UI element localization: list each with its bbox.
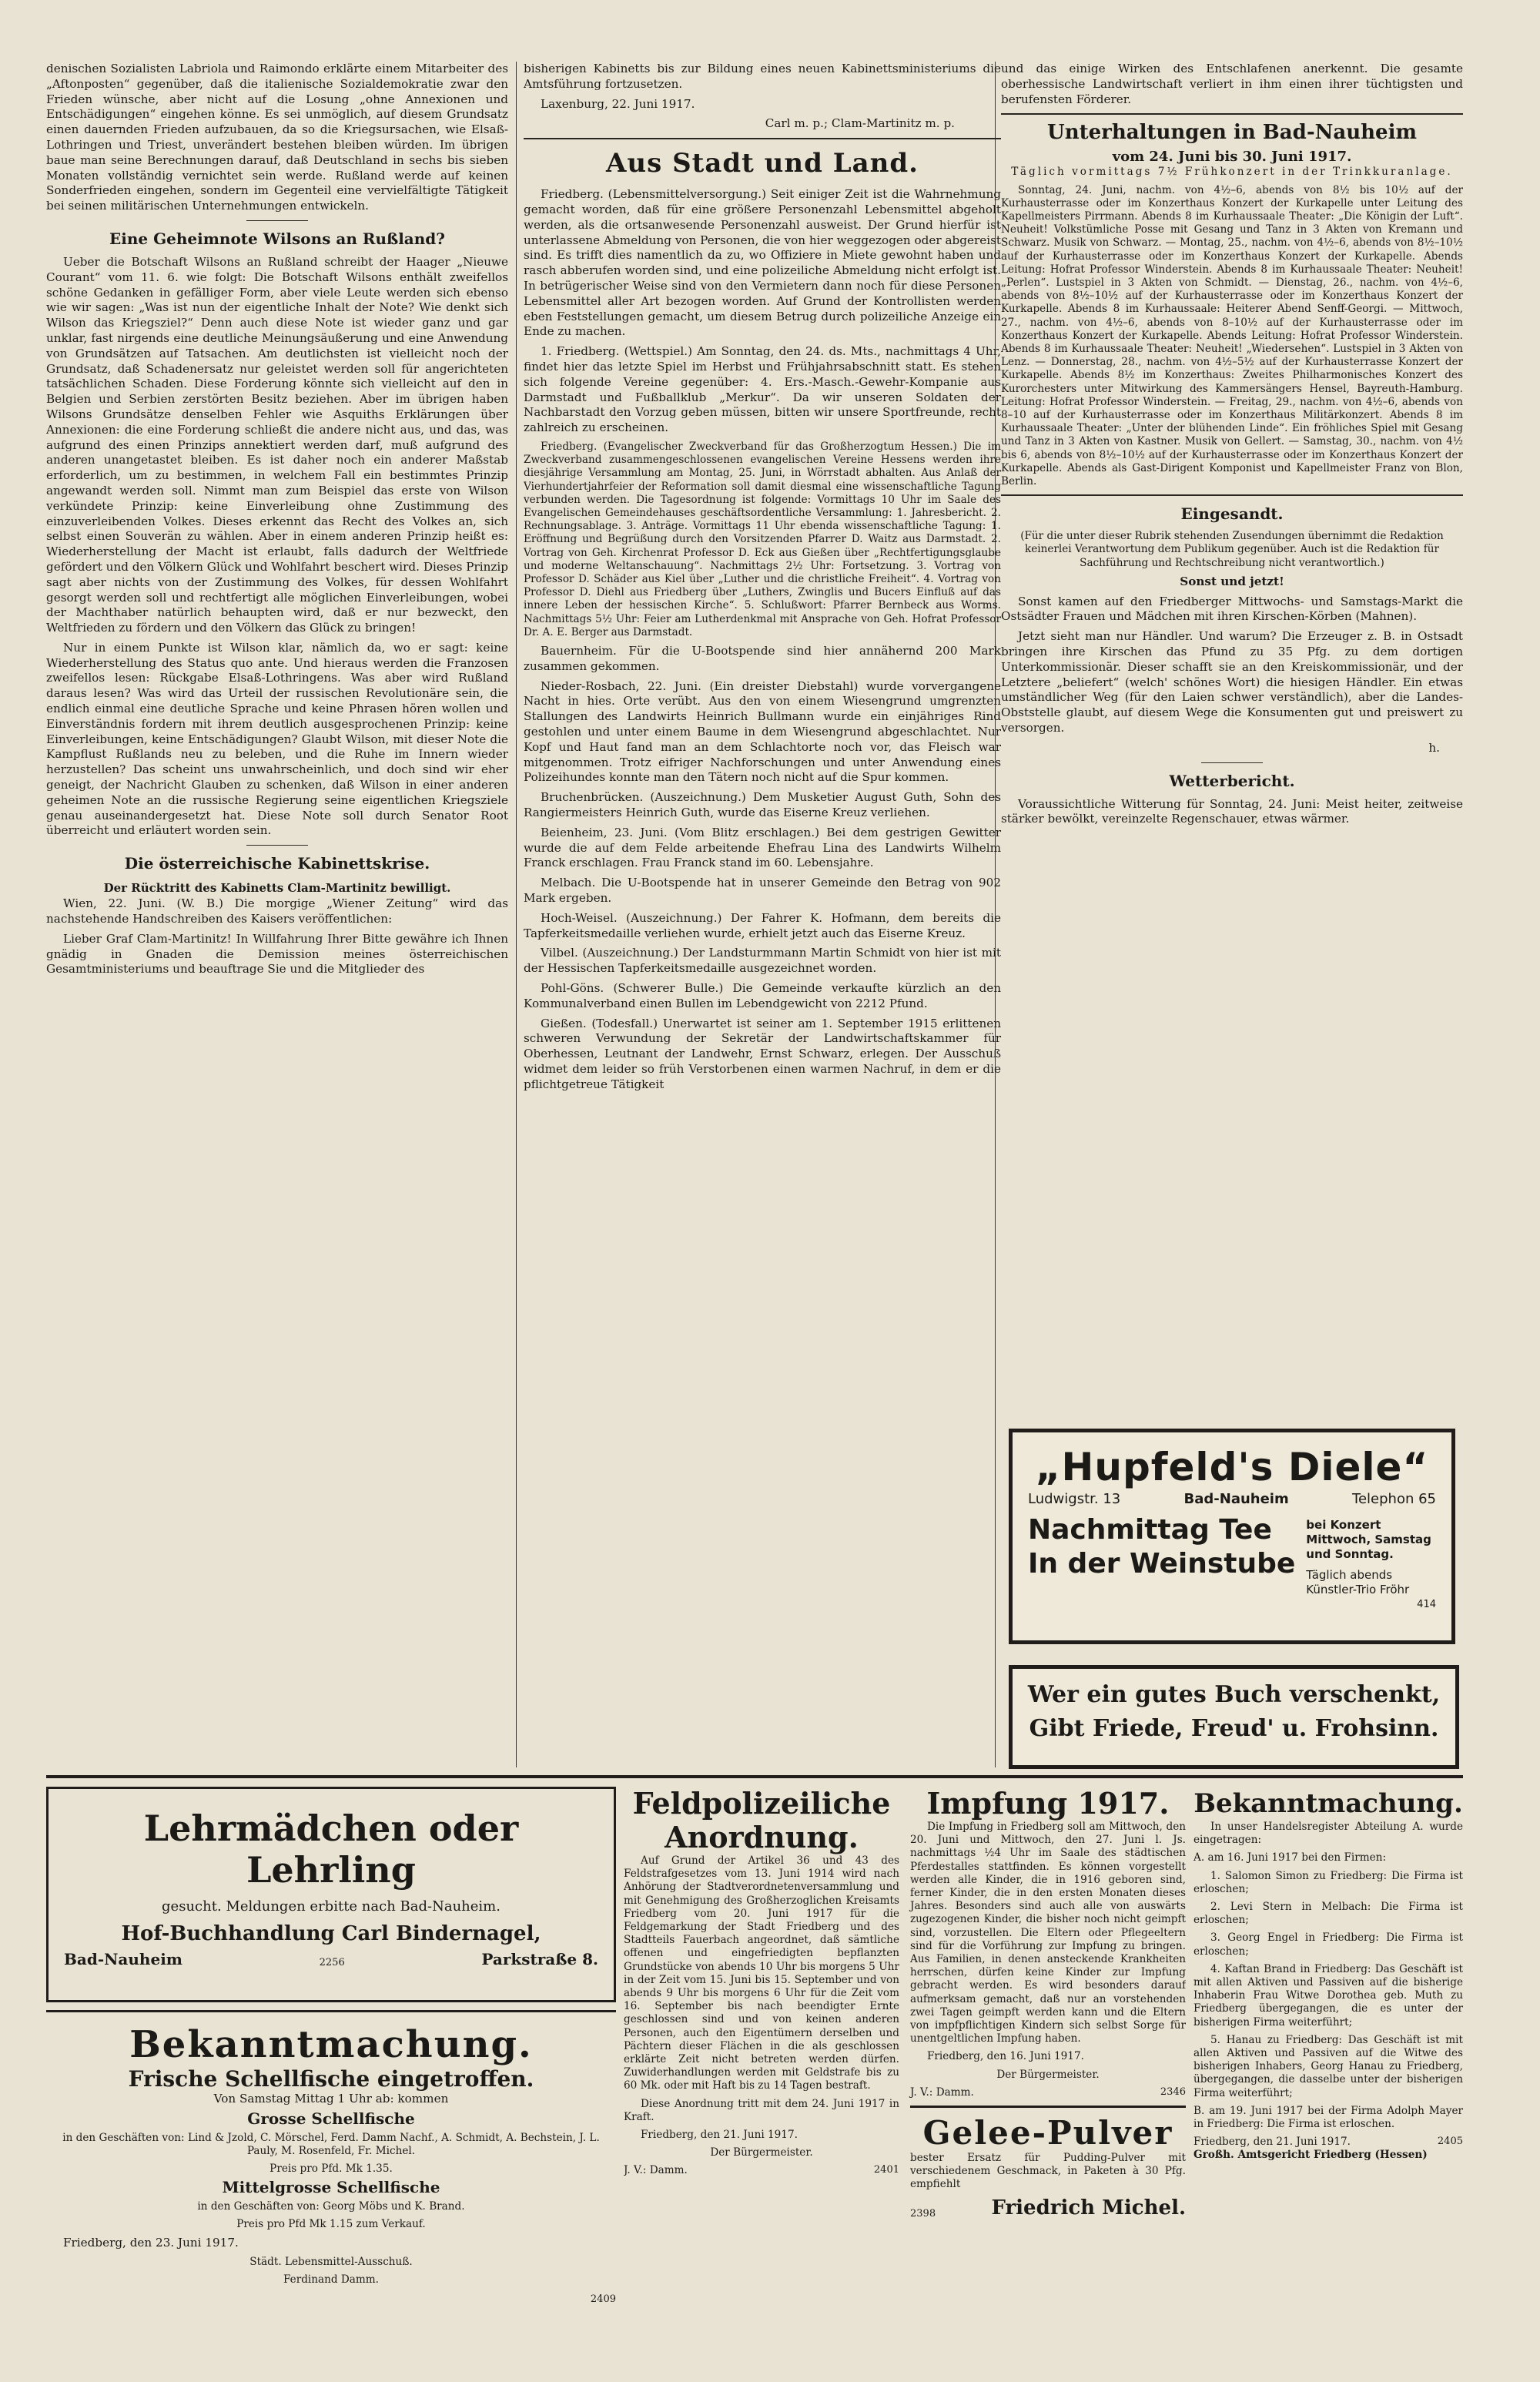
dateline: Laxenburg, 22. Juni 1917. bbox=[541, 96, 695, 111]
ad-number: 414 bbox=[1417, 1599, 1436, 1610]
ad-price: Preis pro Pfd Mk 1.15 zum Verkauf. bbox=[236, 2218, 426, 2231]
divider bbox=[910, 2106, 1186, 2108]
news-item: Gießen. (Todesfall.) Unerwartet ist seiner am 1. September 1915 erlittenen schweren Verwundung der Sekretär der Landwirtschaftskammer für Oberhessen, Leutnant der Landwehr, Ernst Schwarz, erlegen. Der Ausschuß widmet dem leider so früh Verstorbenen einen warmen Nachruf, in dem er die pflichtgetreue Tätigkeit bbox=[524, 1016, 1001, 1091]
ad-gelee-footer bbox=[910, 2196, 1186, 2220]
ad-phone: Telephon 65 bbox=[1352, 1491, 1436, 1507]
ad-name: J. V.: Damm. bbox=[624, 2164, 688, 2177]
ad-main bbox=[1028, 1513, 1295, 1612]
subheadline-sonst-jetzt: Sonst und jetzt! bbox=[1180, 574, 1284, 588]
ad-office: Der Bürgermeister. bbox=[710, 2146, 813, 2159]
divider bbox=[246, 220, 308, 221]
ad-title: Bekanntmachung. bbox=[129, 2023, 533, 2066]
weather-text: Voraussichtliche Witterung für Sonntag, 24. Juni: Meist heiter, zeitweise stärker bewölkt, vereinzelte Regenschauer, etwas wärmer. bbox=[1001, 796, 1463, 826]
register-entry: 2. Levi Stern in Melbach: Die Firma ist erloschen; bbox=[1194, 1901, 1463, 1927]
news-item: Melbach. Die U-Bootspende hat in unserer Gemeinde den Betrag von 902 Mark ergeben. bbox=[524, 876, 1001, 905]
ad-bekanntmachung-schellfische bbox=[46, 2023, 616, 2307]
ad-title: Bekanntmachung. bbox=[1194, 1788, 1463, 1819]
article-text: Lieber Graf Clam-Martinitz! In Willfahrung Ihrer Bitte gewähre ich Ihnen gnädig in Gnaden die Demission meines österreichischen Gesamtministeriums und beauftrage Sie und die Mitglieder des bbox=[46, 931, 508, 977]
ad-number: 2256 bbox=[319, 1957, 345, 1968]
ad-office: Städt. Lebensmittel-Ausschuß. bbox=[249, 2256, 413, 2269]
article-text: Jetzt sieht man nur Händler. Und warum? Die Erzeuger z. B. in Ostsadt bringen ihre Kirschen das Pfund zu 35 Pfg. zu dem dortigen Unterkommissionär. Dieser schafft sie an den Kreiskommissionär, und der Letztere „beliefert“ (welch' schönes Wort) die hiesigen Händler. Ein etwas umständlicher Weg (für den Laien schwer verständlich), aber die Landes-Obststelle glaubt, auf diesem Wege die Konsumenten gut und preiswert zu versorgen. bbox=[1001, 629, 1463, 735]
ad-subtitle: gesucht. Meldungen erbitte nach Bad-Nauheim. bbox=[162, 1898, 500, 1915]
ad-number: 2405 bbox=[1437, 2136, 1463, 2148]
article-text: Wien, 22. Juni. (W. B.) Die morgige „Wiener Zeitung“ wird das nachstehende Handschreiben des Kaisers veröffentlichen: bbox=[46, 896, 508, 926]
ad-footer bbox=[624, 2164, 899, 2177]
divider bbox=[1201, 762, 1263, 763]
news-item: Friedberg. (Evangelischer Zweckverband für das Großherzogtum Hessen.) Die im Zweckverband zusammengeschlossenen evangelischen Vereine Hessens werden ihre diesjährige Versammlung am Montag, 25. Juni, in Wörrstadt abhalten. Aus Anlaß der Vierhundertjahrfeier der Reformation soll damit diesmal eine wissenschaftliche Tagung verbunden werden. Die Tagesordnung ist folgende: Vormittags 10 Uhr im Saale des Evangelischen Gemeindehauses geschäftsordentliche Versammlung: 1. Jahresbericht. 2. Rechnungsablage. 3. Anträge. Vormittags 11 Uhr ebenda wissenschaftliche Tagung: 1. Eröffnung und Begrüßung durch den Vorsitzenden Pfarrer D. Waitz aus Darmstadt. 2. Vortrag von Geh. Kirchenrat Professor D. Eck aus Gießen über „Rechtfertigungsglaube und moderne Weltanschauung“. Nachmittags 2½ Uhr: Fortsetzung. 3. Vortrag von Professor D. Schäder aus Kiel über „Luther und die christliche Freiheit“. 4. Vortrag von Professor D. Diehl aus Friedberg über „Luthers, Zwinglis und Bucers Einfluß auf das innere Leben der hessischen Kirche“. 5. Schlußwort: Pfarrer Bernbeck aus Worms. Nachmittags 5½ Uhr: Feier am Lutherdenkmal mit Ansprache von Geh. Hofrat Professor Dr. A. E. Berger aus Darmstadt. bbox=[524, 440, 1001, 638]
ad-feldpolizei bbox=[624, 1787, 899, 2220]
ad-impfung-column bbox=[910, 1787, 1186, 2220]
ad-text: Auf Grund der Artikel 36 und 43 des Feldstrafgesetzes vom 13. Juni 1914 wird nach Anhörung der Stadtverordnetenversammlung und mit Genehmigung des Großherzoglichen Kreisamts Friedberg vom 20. Juni 1917 für die Feldgemarkung der Stadt Friedberg und des Stadtteils Fauerbach angeordnet, daß sämtliche offenen und eingefriedigten bepflanzten Grundstücke von abends 10 Uhr bis morgens 5 Uhr in der Zeit vom 15. Juni bis 15. September und von abends 9 Uhr bis morgens 6 Uhr für die Zeit vom 16. September bis nach beendigter Ernte geschlossen sind und von keinen anderen Personen, auch den Eigentümern derselben und Pächtern dieser Flächen in die als geschlossen erklärte Zeit nicht betreten werden dürfen. Zuwiderhandlungen werden mit Geldstrafe bis zu 60 Mk. oder mit Haft bis zu 14 Tagen bestraft. bbox=[624, 1854, 899, 2092]
ad-number: 2401 bbox=[873, 2164, 899, 2176]
register-entry: 4. Kaftan Brand in Friedberg: Das Geschäft ist mit allen Aktiven und Passiven auf die bisherige Inhaberin Frau Witwe Dorothea geb. Muth zu Friedberg übergegangen, die es unter der bisherigen Firma weiterführt; bbox=[1194, 1962, 1463, 2029]
ad-street: Ludwigstr. 13 bbox=[1028, 1491, 1121, 1507]
ad-heading: Mittelgrosse Schellfische bbox=[222, 2178, 440, 2197]
ad-handelsregister bbox=[1194, 1787, 1463, 2349]
divider bbox=[246, 845, 308, 846]
ad-office: Der Bürgermeister. bbox=[996, 2068, 1100, 2081]
article-text: denischen Sozialisten Labriola und Raimondo erklärte einem Mitarbeiter des „Aftonposten“ gegenüber, daß die italienische Sozialdemokratie zwar den Frieden wünsche, aber nicht auf die Losung „ohne Annexionen und Entschädigungen“ eingehen könne. Es sei unmöglich, auf diesem Grundsatz einen dauernden Frieden aufzubauen, da so die Kriegsursachen, wie Elsaß-Lothringen und Triest, unverändert bestehen bleiben würden. Im übrigen baue man seine Berechnungen darauf, daß Deutschland in sechs bis sieben Monaten vollständig vernichtet sein werde. Rußland werde auf keinen Sonderfrieden eingehen, sondern im Gegenteil eine vervielfältigte Tätigkeit bei seinen militärischen Unternehmungen entwickeln. bbox=[46, 62, 508, 213]
article-text: und das einige Wirken des Entschlafenen anerkennt. Die gesamte oberhessische Landwirtschaft verliert in ihm einen ihrer tüchtigsten und berufensten Förderer. bbox=[1001, 62, 1463, 106]
headline-unterhaltungen: Unterhaltungen in Bad-Nauheim bbox=[1047, 121, 1417, 145]
ad-text: Von Samstag Mittag 1 Uhr ab: kommen bbox=[213, 2092, 449, 2106]
bottom-divider bbox=[46, 1775, 1463, 1778]
article-text: Ueber die Botschaft Wilsons an Rußland schreibt der Haager „Nieuwe Courant“ vom 11. 6. wie folgt: Die Botschaft Wilsons enthält zweifellos schöne Gedanken in gefälliger Form, aber viele Leute werden sich ebenso wie wir sagen: „Was ist nun der eigentliche Inhalt der Note? Wie denkt sich Wilson das Kriegsziel?“ Denn auch diese Note ist wieder ganz und gar unklar, fast nirgends eine deutliche Meinungsäußerung und eine Anwendung von Grundsätzen auf Tatsachen. Am deutlichsten ist vielleicht noch der Grundsatz, daß Schadenersatz nur geleistet werden soll für angerichteten tatsächlichen Schaden. Diese Forderung könnte sich vielleicht auf den in Belgien und Serbien zerstörten Besitz beziehen. Aber im übrigen haben Wilsons Grundsätze denselben Fehler wie Asquiths Erklärungen über Annexionen: die eine Forderung schließt die andere nicht aus, und das, was aufgrund des einen Prinzips annektiert werden darf, muß aufgrund des anderen unangetastet bleiben. Es ist daher noch ein anderer Maßstab erforderlich, um zu bestimmen, in welchem Fall ein bestimmtes Prinzip angewandt werden soll. Nimmt man zum Beispiel das erste von Wilson verkündete Prinzip: keine Einverleibung ohne Zustimmung des einzuverleibenden Volkes. Dieses erkennt das Recht des Volkes an, sich selbst einen Souverän zu wählen. Aber in einem anderen Prinzip heißt es: Wiederherstellung der Macht ist erlaubt, falls dadurch der Weltfriede gefördert und den Völkern Glück und Wohlfahrt beschert wird. Dieses Prinzip sagt aber nichts von der Zustimmung des Volkes, für dessen Wohlfahrt gesorgt werden soll und rechtfertigt alle möglichen Einverleibungen, wobei der Machthaber natürlich behaupten wird, daß er nur bezweckt, den Weltfrieden zu fördern und den Völkern das Glück zu bringen! bbox=[46, 254, 508, 635]
ad-subtitle: Frische Schellfische eingetroffen. bbox=[128, 2066, 534, 2092]
ad-text: Die Impfung in Friedberg soll am Mittwoch, den 20. Juni und Mittwoch, den 27. Juni l. Js. nachmittags ½4 Uhr im Saale des städtischen Pferdestalles stattfinden. Es können vorgestellt werden alle Kinder, die in 1916 geboren sind, ferner Kinder, die in den ersten Monaten dieses Jahres. Besonders sind auch alle von auswärts zugezogenen Kinder, die bisher noch nicht geimpft sind, vorzustellen. Die Eltern oder Pflegeeltern sind für die Vorführung zur Impfung zu bringen. Aus Familien, in denen ansteckende Krankheiten herrschen, dürfen keine Kinder zur Impfung gebracht werden. Es wird besonders darauf aufmerksam gemacht, daß nur an vorstehenden zwei Tagen geimpft werden kann und die Eltern von impfpflichtigen Kindern sich selbst Sorge für unentgeltlichen Impfung haben. bbox=[910, 1821, 1186, 2045]
ad-city: Bad-Nauheim bbox=[1183, 1491, 1289, 1507]
ad-city: Bad-Nauheim bbox=[64, 1950, 182, 1968]
article-text: Sonst kamen auf den Friedberger Mittwochs- und Samstags-Markt die Ostsädter Frauen und Mädchen mit ihren Kirschen-Körben (Mahnen). bbox=[1001, 594, 1463, 624]
ad-side-text: Täglich abends Künstler-Trio Fröhr bbox=[1306, 1568, 1410, 1596]
ad-footer bbox=[1194, 2136, 1463, 2149]
ad-side-text: bei Konzert Mittwoch, Samstag und Sonntag. bbox=[1306, 1518, 1431, 1561]
disclaimer: (Für die unter dieser Rubrik stehenden Zusendungen übernimmt die Redaktion keinerlei Verantwortung dem Publikum gegenüber. Auch ist die Redaktion für Sachführung und Rechtschreibung nicht verantwortlich.) bbox=[1020, 530, 1444, 569]
ads-left bbox=[46, 1787, 616, 2349]
headline-wilson: Eine Geheimnote Wilsons an Rußland? bbox=[109, 229, 445, 248]
subheadline-fruehkonzert: Täglich vormittags 7½ Frühkonzert in der Trinkkuranlage. bbox=[1011, 166, 1453, 179]
news-item: 1. Friedberg. (Wettspiel.) Am Sonntag, den 24. ds. Mts., nachmittags 4 Uhr, findet hier das letzte Spiel im Herbst und Frühjahrsabschnitt statt. Es stehen sich folgende Vereine gegenüber: 4. Ers.-Masch.-Gewehr-Kompanie aus Darmstadt und Fußballklub „Merkur“. Da wir unseren Soldaten der Nachbarstadt den Vorzug geben müssen, bitten wir unsere Sportfreunde, recht zahlreich zu erscheinen. bbox=[524, 344, 1001, 435]
ad-date: Friedberg, den 16. Juni 1917. bbox=[927, 2050, 1084, 2063]
ad-buch-line: Gibt Friede, Freud' u. Frohsinn. bbox=[1029, 1715, 1439, 1742]
ad-number: 2398 bbox=[910, 2207, 936, 2220]
register-entry: 3. Georg Engel in Friedberg: Die Firma ist erloschen; bbox=[1194, 1931, 1463, 1958]
headline-kabinettskrise: Die österreichische Kabinettskrise. bbox=[124, 854, 430, 873]
program-text: Sonntag, 24. Juni, nachm. von 4½–6, abends von 8½ bis 10½ auf der Kurhausterrasse oder im Konzerthaus Konzert der Kurkapelle unter Leitung des Kapellmeisters Pirrmann. Abends 8 im Kurhaussaale Theater: „Die Königin der Luft“. Neuheit! Volkstümliche Posse mit Gesang und Tanz in 3 Akten von Kremann und Schwarz. Musik von Schwarz. — Montag, 25., nachm. von 4½–6, abends von 8½–10½ auf der Kurhausterrasse oder im Konzerthaus Konzert der Kurkapelle. Abends Leitung: Hofrat Professor Winderstein. Abends 8 im Kurhaussaale Theater: Neuheit! „Perlen“. Lustspiel in 3 Akten von Schmidt. — Dienstag, 26., nachm. von 4½–6, abends von 8½–10½ auf der Kurhausterrasse oder im Konzerthaus Konzert der Kurkapelle. Abends 8 im Kurhaussaale: Heiterer Abend Senff-Georgi. — Mittwoch, 27., nachm. von 4½–6, abends von 8–10½ auf der Kurhausterrasse oder im Konzerthaus Konzert der Kurkapelle. Abends Leitung: Hofrat Professor Winderstein. Abends 8 im Kurhaussaale Theater: Neuheit! „Wiedersehen“. Lustspiel in 3 Akten von Lenz. — Donnerstag, 28., nachm. von 4½–5½ auf der Kurhausterrasse Konzert der Kurkapelle. Abends 8½ im Konzerthaus: Zweites Philharmonisches Konzert des Kurorchesters unter Mitwirkung des Kammersängers Hensel, Bayreuth-Hamburg. Leitung: Hofrat Professor Winderstein. — Freitag, 29., nachm. von 4½–6, abends von 8–10 auf der Kurhausterrasse oder im Konzerthaus Militärkonzert. Abends 8 im Kurhaussaale Theater: „Unter der blühenden Linde“. Ein fröhliches Spiel mit Gesang und Tanz in 3 Akten von Kastner. Musik von Gellert. — Samstag, 30., nachm. von 4½ bis 6, abends von 8½–10½ auf der Kurhausterrasse oder im Konzerthaus Konzert der Kurkapelle. Abends als Gast-Dirigent Komponist und Kapellmeister Franz von Blon, Berlin. bbox=[1001, 183, 1463, 488]
divider bbox=[524, 138, 1001, 139]
ad-date: Friedberg, den 23. Juni 1917. bbox=[63, 2236, 239, 2250]
ad-title: Lehrmädchen oder Lehrling bbox=[143, 1807, 519, 1891]
news-item: Friedberg. (Lebensmittelversorgung.) Seit einiger Zeit ist die Wahrnehmung gemacht worden, daß für eine größere Personenzahl Lebensmittel abgeholt werden, als die ortsanwesende Personenzahl ausweist. Der Grund hierfür ist unterlassene Abmeldung von Personen, die von hier weggezogen oder abgereist sind. Es trifft dies namentlich da zu, wo Offiziere in Miete gewohnt haben und rasch abberufen worden sind, und eine polizeiliche Abmeldung nicht erfolgt ist. In betrügerischer Weise sind von den Vermietern dann noch für diese Personen Lebensmittel aller Art bezogen worden. Auf Grund der Kontrollisten werden eben Feststellungen gemacht, um diesem Betrug durch polizeiliche Anzeige ein Ende zu machen. bbox=[524, 187, 1001, 339]
ad-side bbox=[1306, 1513, 1436, 1612]
ad-number: 2409 bbox=[590, 2293, 616, 2305]
ad-office: Großh. Amtsgericht Friedberg (Hessen) bbox=[1194, 2149, 1428, 2162]
section-headline-stadt-land: Aus Stadt und Land. bbox=[606, 148, 919, 179]
ad-name: J. V.: Damm. bbox=[910, 2086, 974, 2099]
column-1 bbox=[46, 62, 508, 1756]
register-entry: 1. Salomon Simon zu Friedberg: Die Firma ist erloschen; bbox=[1194, 1869, 1463, 1895]
ad-title: Impfung 1917. bbox=[926, 1787, 1170, 1821]
ad-text: A. am 16. Juni 1917 bei den Firmen: bbox=[1194, 1851, 1387, 1864]
ad-heading: Grosse Schellfische bbox=[247, 2109, 415, 2128]
ad-text: in den Geschäften von: Lind & Jzold, C. Mörschel, Ferd. Damm Nachf., A. Schmidt, A. Bechstein, J. L. Pauly, M. Rosenfeld, Fr. Michel. bbox=[62, 2131, 600, 2157]
divider bbox=[1001, 494, 1463, 496]
ad-gelee-text: bester Ersatz für Pudding-Pulver mit verschiedenem Geschmack, in Paketen à 30 Pfg. empfiehlt bbox=[910, 2152, 1186, 2191]
ad-buch bbox=[1009, 1665, 1459, 1769]
ad-price: Preis pro Pfd. Mk 1.35. bbox=[270, 2163, 393, 2175]
ad-date: Friedberg, den 21. Juni 1917. bbox=[641, 2129, 798, 2142]
ad-date: Friedberg, den 21. Juni 1917. bbox=[1194, 2136, 1351, 2149]
news-item: Beienheim, 23. Juni. (Vom Blitz erschlagen.) Bei dem gestrigen Gewitter wurde die auf dem Felde arbeitende Ehefrau Lina des Landwirts Wilhelm Franck erschlagen. Frau Franck stand im 60. Lebensjahre. bbox=[524, 825, 1001, 870]
ads-middle bbox=[624, 1787, 1186, 2349]
article-text: bisherigen Kabinetts bis zur Bildung eines neuen Kabinettsministeriums die Amtsführung fortzusetzen. bbox=[524, 62, 1001, 91]
subheadline: Der Rücktritt des Kabinetts Clam-Martinitz bewilligt. bbox=[103, 881, 451, 896]
ad-line-tee: Nachmittag Tee bbox=[1028, 1514, 1272, 1546]
ad-text: in den Geschäften von: Georg Möbs und K. Brand. bbox=[197, 2200, 465, 2213]
ad-shop: Hof-Buchhandlung Carl Bindernagel, bbox=[121, 1922, 541, 1945]
ad-address bbox=[64, 1950, 598, 1968]
news-item: Vilbel. (Auszeichnung.) Der Landsturmmann Martin Schmidt von hier ist mit der Hessischen Tapferkeitsmedaille ausgezeichnet worden. bbox=[524, 946, 1001, 976]
ad-name: Ferdinand Damm. bbox=[283, 2273, 380, 2287]
news-item: Bauernheim. Für die U-Bootspende sind hier annähernd 200 Mark zusammen gekommen. bbox=[524, 643, 1001, 673]
ad-title: Anordnung. bbox=[665, 1820, 859, 1854]
news-item: Hoch-Weisel. (Auszeichnung.) Der Fahrer K. Hofmann, dem bereits die Tapferkeitsmedaille verliehen wurde, erhielt jetzt auch das Eiserne Kreuz. bbox=[524, 910, 1001, 940]
ad-footer bbox=[910, 2086, 1186, 2099]
column-rule bbox=[516, 62, 517, 1767]
ad-body bbox=[1013, 1509, 1451, 1616]
divider bbox=[46, 2010, 616, 2012]
ad-title: „Hupfeld's Diele“ bbox=[1035, 1445, 1429, 1489]
ad-gelee-title: Gelee-Pulver bbox=[922, 2114, 1173, 2153]
signature: h. bbox=[1428, 740, 1440, 755]
news-item: Nieder-Rosbach, 22. Juni. (Ein dreister Diebstahl) wurde vorvergangene Nacht in hies. Orte verübt. Aus den von einem Wiesengrund umgrenzten Stallungen des Landwirts Heinrich Bullmann wurde ein einjähriges Rind gestohlen und unter einem Baume in dem Wiesengrund abgeschlachtet. Nur Kopf und Haut fand man an dem Schlachtorte noch vor, das Fleisch war mitgenommen. Trotz eifriger Nachforschungen und unter Anwendung eines Polizeihundes konnte man den Tätern noch nicht auf die Spur kommen. bbox=[524, 678, 1001, 785]
ad-address bbox=[1013, 1489, 1451, 1509]
divider bbox=[1001, 113, 1463, 115]
ad-line-weinstube: In der Weinstube bbox=[1028, 1548, 1296, 1580]
ad-text: In unser Handelsregister Abteilung A. wurde eingetragen: bbox=[1194, 1821, 1463, 1847]
headline-eingesandt-visible: Eingesandt. bbox=[1180, 504, 1284, 524]
ads-middle-columns bbox=[624, 1787, 1186, 2220]
headline-wetterbericht: Wetterbericht. bbox=[1169, 771, 1295, 790]
ad-gelee-name: Friedrich Michel. bbox=[991, 2196, 1186, 2220]
register-entry: 5. Hanau zu Friedberg: Das Geschäft ist mit allen Aktiven und Passiven auf die Witwe des bisherigen Inhabers, Georg Hanau zu Friedberg, übergegangen, die dasselbe unter der bisherigen Firma weiterführt; bbox=[1194, 2033, 1463, 2099]
ad-number: 2346 bbox=[1160, 2086, 1186, 2098]
ad-hupfelds-diele bbox=[1009, 1429, 1455, 1644]
ad-text: Diese Anordnung tritt mit dem 24. Juni 1917 in Kraft. bbox=[624, 2097, 899, 2123]
signature: Carl m. p.; Clam-Martinitz m. p. bbox=[765, 116, 955, 131]
ad-title: Feldpolizeiliche bbox=[632, 1787, 891, 1821]
article-text: Nur in einem Punkte ist Wilson klar, nämlich da, wo er sagt: keine Wiederherstellung des Status quo ante. Und hieraus werden die Franzosen zweifellos lesen: Rückgabe Elsaß-Lothringens. Was aber wird Rußland daraus lesen? Was wird das Urteil der russischen Revolutionäre sein, die endlich einmal eine deutliche Sprache und keine Phrasen hören wollen und Einverständnis fordern mit ihrem deutlich ausgesprochenen Prinzip: keine Einverleibungen, keine Entschädigungen? Glaubt Wilson, mit dieser Note die Kampflust Rußlands neu zu beleben, und die Ruhe im Innern wieder herzustellen? Das scheint uns unwahrscheinlich, und doch sind wir eher geneigt, der Nachricht Glauben zu schenken, daß Wilson in einer anderen geheimen Note an die russische Regierung seine eigentlichen Kriegsziele genau auseinandergesetzt hat. Diese Note soll durch Senator Root überreicht und erläutert worden sein. bbox=[46, 640, 508, 838]
register-entry: B. am 19. Juni 1917 bei der Firma Adolph Mayer in Friedberg: Die Firma ist erloschen. bbox=[1194, 2104, 1463, 2131]
subheadline-dates: vom 24. Juni bis 30. Juni 1917. bbox=[1112, 149, 1352, 166]
ad-street: Parkstraße 8. bbox=[481, 1950, 598, 1968]
news-item: Bruchenbrücken. (Auszeichnung.) Dem Musketier August Guth, Sohn des Rangiermeisters Heinrich Guth, wurde das Eiserne Kreuz verliehen. bbox=[524, 790, 1001, 819]
news-item: Pohl-Göns. (Schwerer Bulle.) Die Gemeinde verkaufte kürzlich an den Kommunalverband einen Bullen im Lebendgewicht von 2212 Pfund. bbox=[524, 980, 1001, 1010]
ad-lehrling bbox=[46, 1787, 616, 2002]
column-2 bbox=[524, 62, 1001, 1756]
ad-buch-line: Wer ein gutes Buch verschenkt, bbox=[1027, 1681, 1441, 1708]
